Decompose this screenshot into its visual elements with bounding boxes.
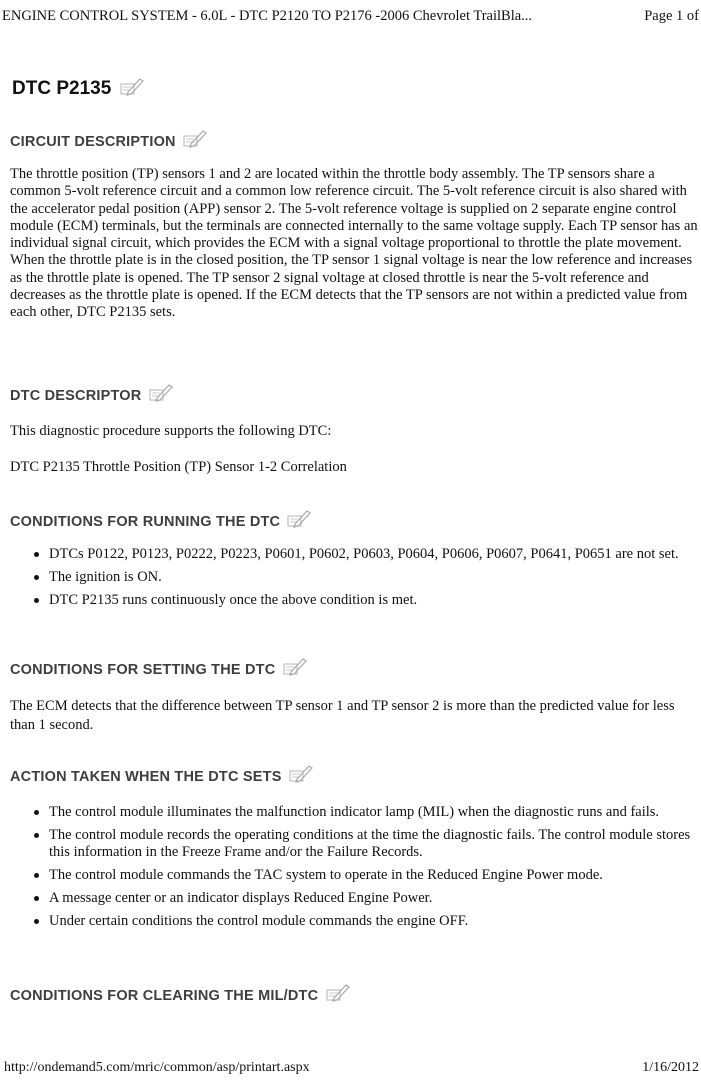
section-heading-circuit-description: CIRCUIT DESCRIPTION [10, 128, 207, 150]
dtc-title-text: DTC P2135 [12, 78, 112, 99]
conditions-running-list [10, 546, 698, 615]
action-taken-list [10, 804, 698, 936]
list-item: The control module illuminates the malfunction indicator lamp (MIL) when the diagnostic runs and fails. [10, 804, 698, 821]
conditions-setting-text: The ECM detects that the difference between TP sensor 1 and TP sensor 2 is more than the predicted value for less than 1 second. [10, 698, 675, 733]
list-item: The control module records the operating conditions at the time the diagnostic fails. The control module stores this information in the Freeze Frame and/or the Failure Records. [10, 827, 698, 861]
document-title: ENGINE CONTROL SYSTEM - 6.0L - DTC P2120 TO P2176 -2006 Chevrolet TrailBla... [2, 8, 533, 24]
dtc-title [12, 76, 144, 100]
pencil-edit-icon[interactable] [149, 382, 173, 402]
page-number: Page 1 of [644, 8, 699, 24]
section-heading-conditions-running: CONDITIONS FOR RUNNING THE DTC [10, 508, 311, 530]
dtc-descriptor-code: DTC P2135 Throttle Position (TP) Sensor 1-2 Correlation [10, 459, 347, 475]
list-item: The control module commands the TAC system to operate in the Reduced Engine Power mode. [10, 867, 698, 884]
pencil-edit-icon[interactable] [287, 508, 311, 528]
section-heading-conditions-setting: CONDITIONS FOR SETTING THE DTC [10, 656, 307, 678]
list-item: The ignition is ON. [10, 569, 698, 586]
pencil-edit-icon[interactable] [183, 128, 207, 148]
pencil-edit-icon[interactable] [326, 982, 350, 1002]
list-item: DTCs P0122, P0123, P0222, P0223, P0601, P0602, P0603, P0604, P0606, P0607, P0641, P0651 are not set. [10, 546, 698, 563]
section-heading-dtc-descriptor: DTC DESCRIPTOR [10, 382, 173, 404]
dtc-descriptor-intro: This diagnostic procedure supports the following DTC: [10, 423, 332, 439]
section-heading-action-taken: ACTION TAKEN WHEN THE DTC SETS [10, 763, 313, 785]
pencil-edit-icon[interactable] [289, 763, 313, 783]
circuit-description-text: The throttle position (TP) sensors 1 and 2 are located within the throttle body assembly. The TP sensors share a common 5-volt reference circuit and a common low reference circuit. The 5-volt reference circuit is also shared with the accelerator pedal position (APP) sensor 2. The 5-volt reference voltage is supplied on 2 separate engine control module (ECM) terminals, but the terminals are connected internally to the same voltage supply. Each TP sensor has an individual signal circuit, which provides the ECM with a signal voltage proportional to throttle the plate movement. When the throttle plate is in the closed position, the TP sensor 1 signal voltage is near the low reference and increases as the throttle plate is opened. The TP sensor 2 signal voltage at closed throttle is near the 5-volt reference and decreases as the throttle plate is opened. If the ECM detects that the TP sensors are not within a predicted value from each other, DTC P2135 sets. [10, 166, 698, 321]
pencil-edit-icon[interactable] [120, 76, 144, 96]
list-item: A message center or an indicator displays Reduced Engine Power. [10, 890, 698, 907]
list-item: DTC P2135 runs continuously once the above condition is met. [10, 592, 698, 609]
footer-date: 1/16/2012 [642, 1060, 699, 1075]
footer-url: http://ondemand5.com/mric/common/asp/printart.aspx [4, 1060, 310, 1075]
pencil-edit-icon[interactable] [283, 656, 307, 676]
list-item: Under certain conditions the control module commands the engine OFF. [10, 913, 698, 930]
section-heading-conditions-clearing: CONDITIONS FOR CLEARING THE MIL/DTC [10, 982, 350, 1004]
